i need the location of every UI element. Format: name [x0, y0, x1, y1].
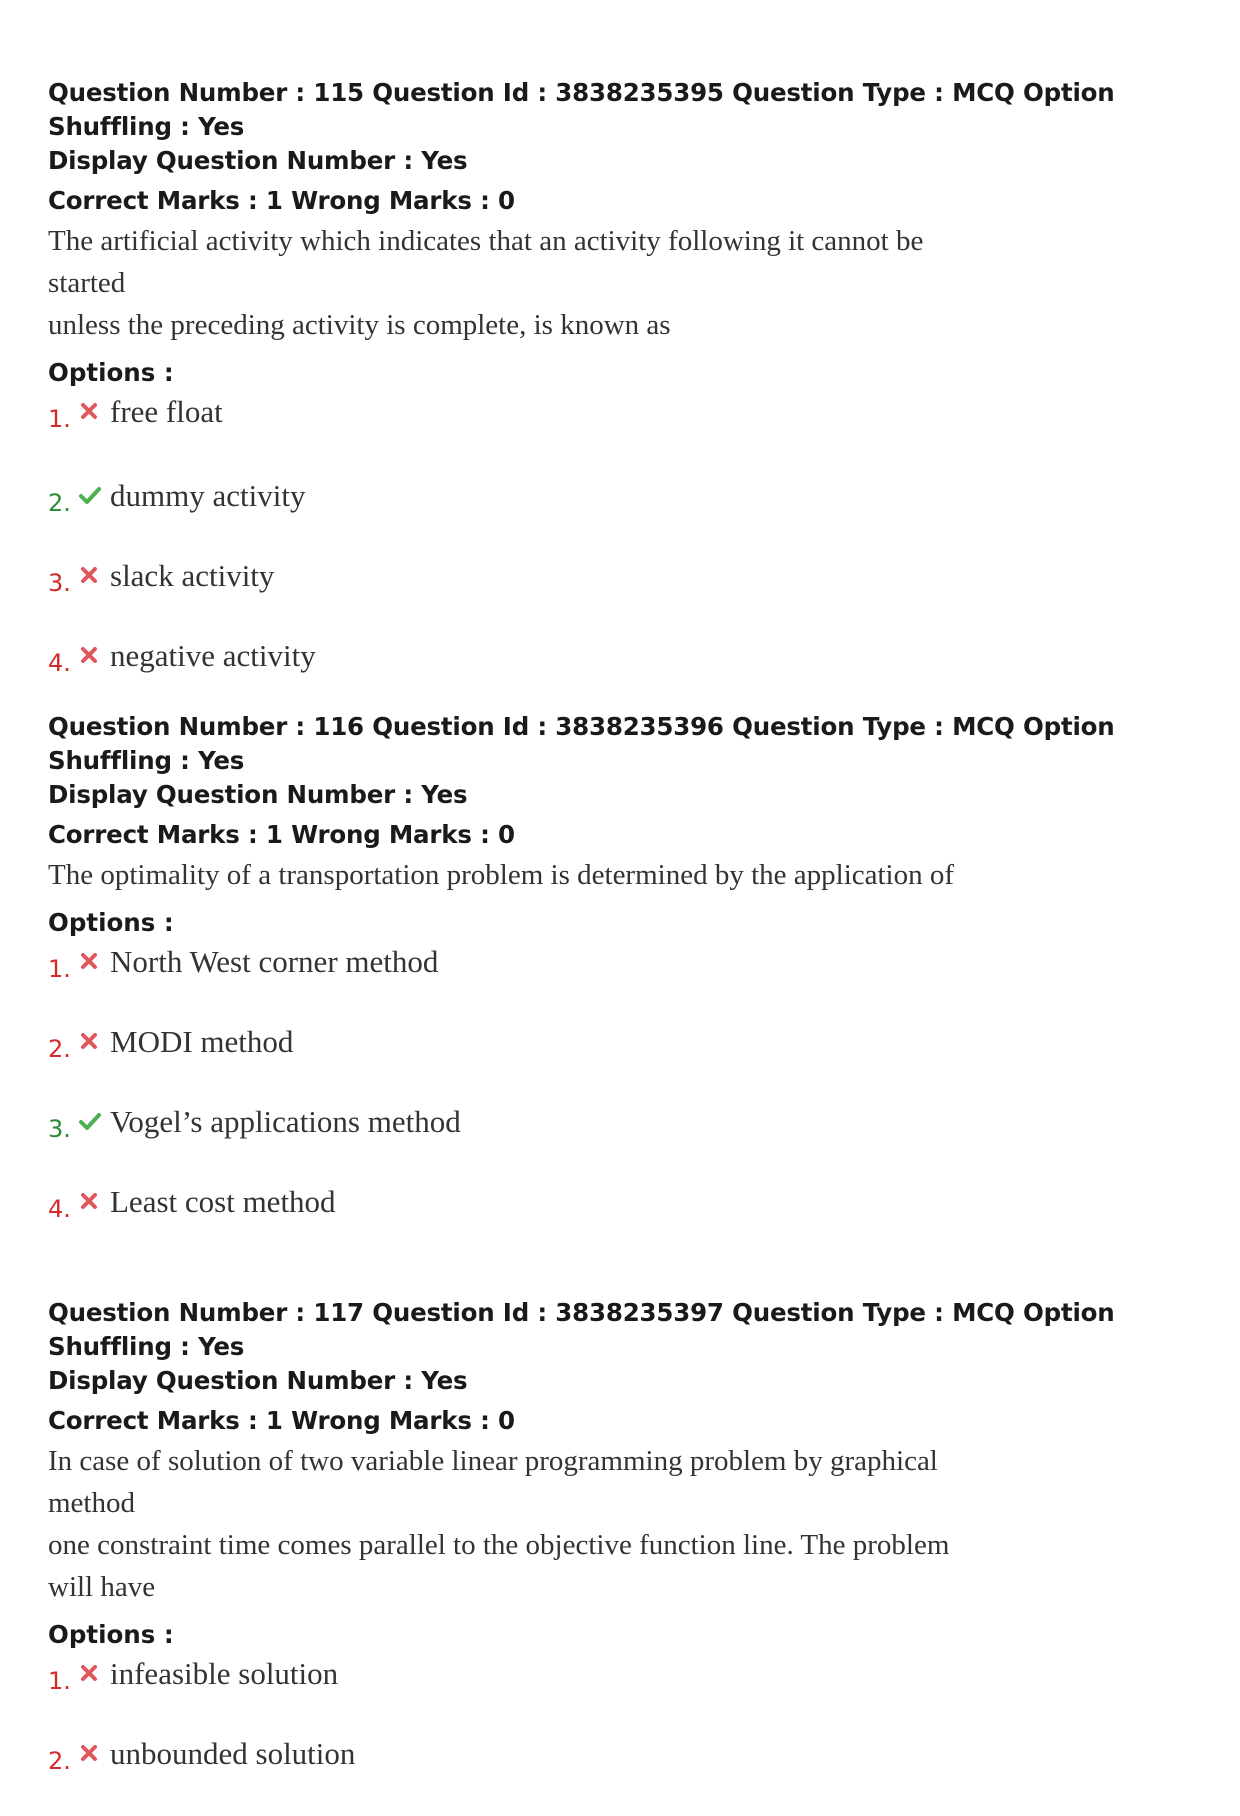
- question-block: [48, 76, 1208, 718]
- option-number: 1.: [48, 405, 71, 433]
- option-item: [48, 1184, 1208, 1264]
- option-text: free float: [110, 394, 223, 429]
- option-text: slack activity: [110, 558, 275, 593]
- question-text-line: In case of solution of two variable linear programming problem by graphical method: [48, 1445, 938, 1519]
- option-text: infeasible solution: [110, 1656, 339, 1691]
- cross-icon: [78, 644, 100, 666]
- display-question-number: Display Question Number : Yes: [48, 780, 468, 809]
- check-icon: [78, 484, 100, 506]
- option-number: 4.: [48, 649, 71, 677]
- option-number: 1.: [48, 955, 71, 983]
- option-item: [48, 1656, 1208, 1736]
- cross-icon: [78, 400, 100, 422]
- marks-line: Correct Marks : 1 Wrong Marks : 0: [48, 820, 515, 849]
- cross-icon: [78, 950, 100, 972]
- question-text: [48, 1440, 988, 1608]
- question-header: Question Number : 116 Question Id : 3838235396 Question Type : MCQ Option Shuffling : Yes: [48, 712, 1115, 775]
- option-text: dummy activity: [110, 478, 306, 513]
- option-number: 1.: [48, 1667, 71, 1695]
- option-text: Least cost method: [110, 1184, 336, 1219]
- question-text-line: one constraint time comes parallel to the objective function line. The problem will have: [48, 1529, 950, 1603]
- option-item: [48, 478, 1208, 558]
- option-text: unbounded solution: [110, 1736, 356, 1771]
- option-text: Vogel’s applications method: [110, 1104, 461, 1139]
- option-item: [48, 1024, 1208, 1104]
- question-block: [48, 710, 1208, 1264]
- display-question-number: Display Question Number : Yes: [48, 1366, 468, 1395]
- option-text: negative activity: [110, 638, 316, 673]
- option-text: North West corner method: [110, 944, 439, 979]
- question-text: [48, 854, 988, 896]
- cross-icon: [78, 1030, 100, 1052]
- cross-icon: [78, 1742, 100, 1764]
- option-item: [48, 944, 1208, 1024]
- option-number: 2.: [48, 1035, 71, 1063]
- option-item: [48, 558, 1208, 638]
- option-item: [48, 1736, 1208, 1816]
- question-header: Question Number : 115 Question Id : 3838235395 Question Type : MCQ Option Shuffling : Yes: [48, 78, 1115, 141]
- options-label: Options :: [48, 1620, 174, 1649]
- marks-line: Correct Marks : 1 Wrong Marks : 0: [48, 1406, 515, 1435]
- question-text-line: The artificial activity which indicates that an activity following it cannot be started: [48, 225, 924, 299]
- option-number: 3.: [48, 1115, 71, 1143]
- question-text: [48, 220, 988, 346]
- check-icon: [78, 1110, 100, 1132]
- option-number: 4.: [48, 1195, 71, 1223]
- question-header: Question Number : 117 Question Id : 3838235397 Question Type : MCQ Option Shuffling : Yes: [48, 1298, 1115, 1361]
- option-number: 2.: [48, 1747, 71, 1775]
- options-label: Options :: [48, 358, 174, 387]
- option-item: [48, 638, 1208, 718]
- cross-icon: [78, 1190, 100, 1212]
- option-number: 3.: [48, 569, 71, 597]
- option-item: [48, 1104, 1208, 1184]
- question-block: [48, 1296, 1208, 1816]
- option-item: [48, 394, 1208, 474]
- option-text: MODI method: [110, 1024, 294, 1059]
- cross-icon: [78, 1662, 100, 1684]
- display-question-number: Display Question Number : Yes: [48, 146, 468, 175]
- question-text-line: The optimality of a transportation problem is determined by the application of: [48, 859, 955, 891]
- cross-icon: [78, 564, 100, 586]
- option-number: 2.: [48, 489, 71, 517]
- marks-line: Correct Marks : 1 Wrong Marks : 0: [48, 186, 515, 215]
- options-label: Options :: [48, 908, 174, 937]
- question-text-line: unless the preceding activity is complete, is known as: [48, 309, 671, 341]
